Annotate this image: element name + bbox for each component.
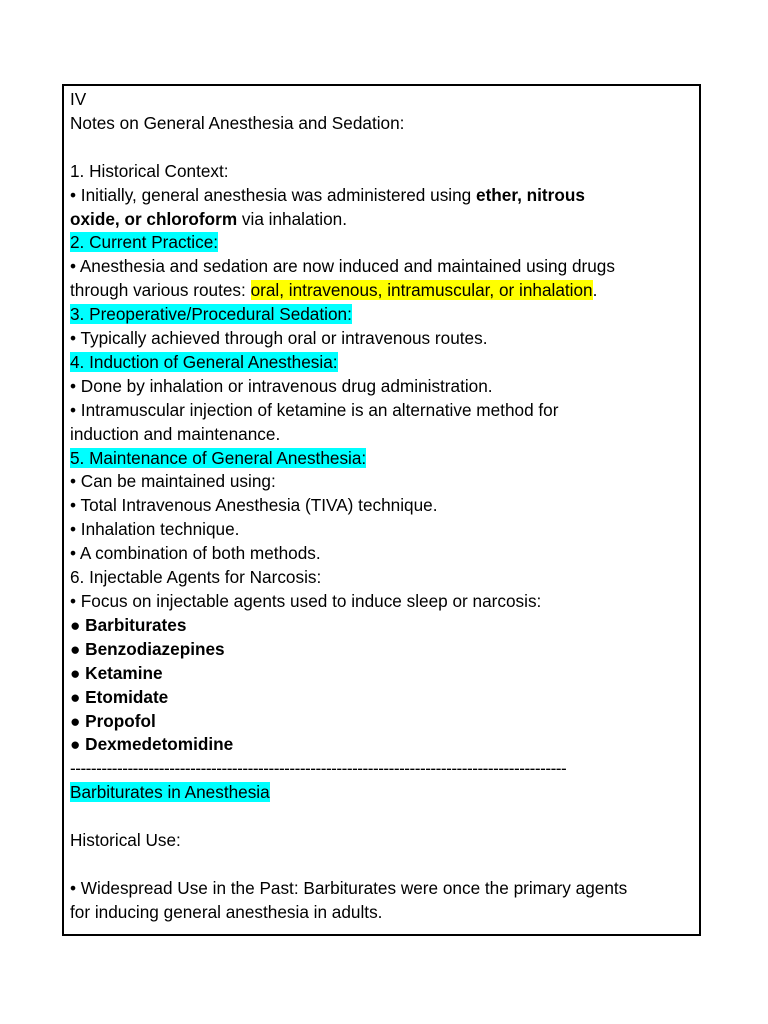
section-title-barbiturates [70,781,695,805]
bullet-current-practice-cont [70,279,695,303]
bullet-injectable-focus: • Focus on injectable agents used to induce sleep or narcosis: [70,591,542,612]
bullet-maintenance-4: • A combination of both methods. [70,543,321,564]
section-heading-current-practice [70,231,695,255]
bullet-current-practice: • Anesthesia and sedation are now induced and maintained using drugs [70,256,615,277]
bold-text: ether, nitrous [476,184,585,205]
document-title: Notes on General Anesthesia and Sedation: [70,112,405,133]
bullet-maintenance-2: • Total Intravenous Anesthesia (TIVA) technique. [70,495,438,516]
bullet-text: . [592,280,598,301]
bullet-maintenance-1: • Can be maintained using: [70,471,276,492]
bullet-induction-2: • Intramuscular injection of ketamine is an alternative method for [70,399,559,420]
highlighted-heading: Barbiturates in Anesthesia [70,782,270,803]
document-content [70,88,695,925]
bullet-historical-cont [70,208,695,232]
bullet-text: via inhalation. [237,208,348,229]
blank-line [70,853,695,877]
section-heading-preoperative [70,303,695,327]
blank-line [70,136,695,160]
bold-text: oxide, or chloroform [70,208,238,229]
section-heading-induction [70,351,695,375]
section-heading-maintenance [70,447,695,471]
highlighted-heading: 5. Maintenance of General Anesthesia: [70,447,367,468]
blank-line [70,805,695,829]
bullet-historical [70,184,695,208]
section-heading-injectable-agents: 6. Injectable Agents for Narcosis: [70,567,322,588]
agent-item: ● Etomidate [70,686,169,707]
bullet-induction-1: • Done by inhalation or intravenous drug administration. [70,375,493,396]
bullet-preoperative: • Typically achieved through oral or intravenous routes. [70,328,488,349]
highlighted-heading: 4. Induction of General Anesthesia: [70,351,338,372]
bullet-induction-2-cont: induction and maintenance. [70,423,281,444]
bullet-maintenance-3: • Inhalation technique. [70,519,240,540]
agent-item: ● Barbiturates [70,614,187,635]
agent-item: ● Dexmedetomidine [70,734,234,755]
bullet-widespread-use-cont: for inducing general anesthesia in adults. [70,901,383,922]
bullet-text: • Initially, general anesthesia was administered using [70,184,477,205]
section-divider: ----------------------------------------------------------------------------------------------- [70,758,567,779]
agent-item: ● Benzodiazepines [70,638,225,659]
section-heading-historical-context: 1. Historical Context: [70,160,229,181]
bullet-widespread-use: • Widespread Use in the Past: Barbiturates were once the primary agents [70,877,628,898]
highlighted-heading: 2. Current Practice: [70,232,219,253]
agent-item: ● Propofol [70,710,156,731]
roman-numeral: IV [70,89,87,109]
bullet-text: through various routes: [70,280,251,301]
highlighted-heading: 3. Preoperative/Procedural Sedation: [70,304,352,325]
highlighted-routes: oral, intravenous, intramuscular, or inhalation [250,280,593,301]
subheading-historical-use: Historical Use: [70,830,181,851]
agent-item: ● Ketamine [70,662,163,683]
document-frame [62,84,701,936]
